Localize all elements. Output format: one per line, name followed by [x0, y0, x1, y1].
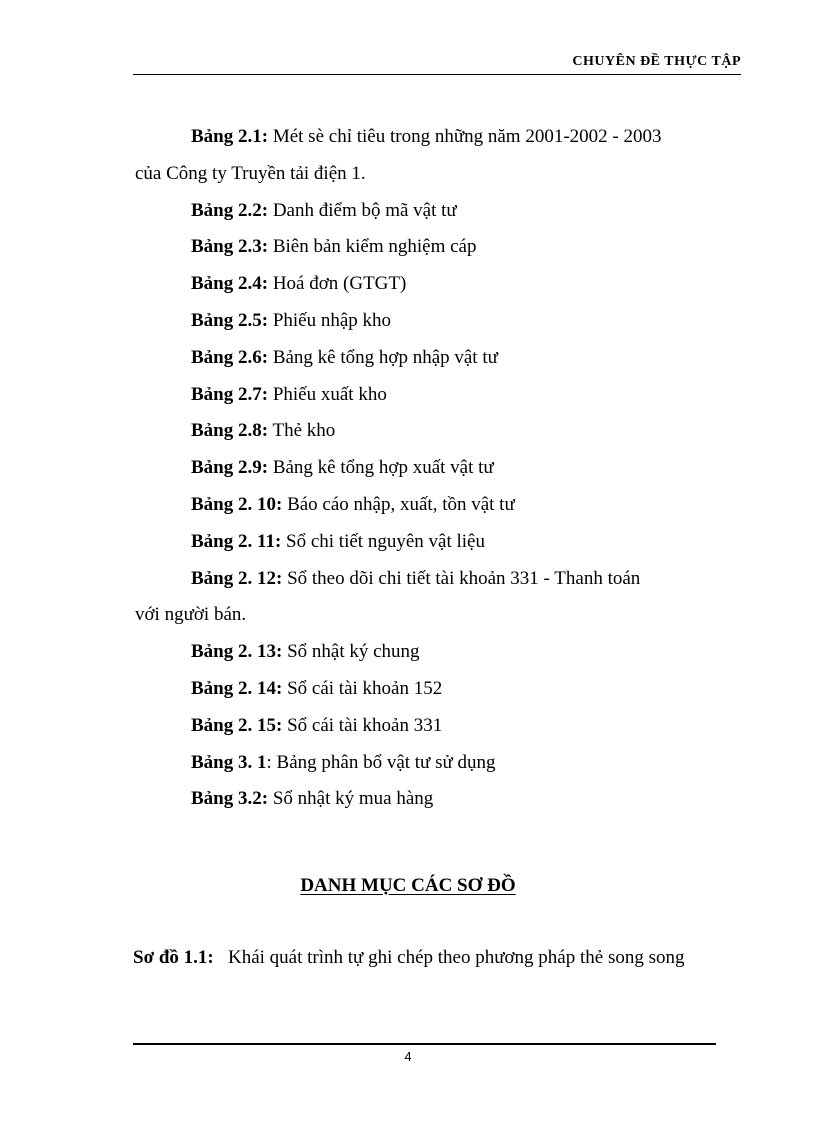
table-label: Bảng 2.5:: [191, 309, 269, 331]
table-label: Bảng 3. 1: [191, 751, 267, 773]
table-text: Sổ nhật ký mua hàng: [268, 788, 434, 810]
table-entry: [135, 229, 741, 266]
table-entry: [135, 708, 741, 745]
table-entry-continuation: với người bán.: [135, 604, 247, 626]
table-text: Biên bản kiểm nghiệm cáp: [268, 236, 477, 258]
table-entry: [135, 487, 741, 524]
table-entry: [135, 266, 741, 303]
table-entry: [135, 671, 741, 708]
table-entry: [135, 745, 741, 782]
table-entry: [135, 634, 741, 671]
table-label: Bảng 2. 13:: [191, 641, 283, 663]
table-entry: [135, 377, 741, 414]
table-label: Bảng 2. 11:: [191, 530, 282, 552]
section-title: DANH MỤC CÁC SƠ ĐỒ: [300, 875, 516, 896]
table-text: Danh điểm bộ mã vật tư: [268, 199, 457, 221]
diagram-text: Khái quát trình tự ghi chép theo phương pháp thẻ song song: [228, 947, 685, 968]
diagrams-section-heading: [0, 875, 816, 897]
table-text: Bảng kê tổng hợp xuất vật tư: [268, 457, 494, 479]
table-entry-continuation: của Công ty Truyền tải điện 1.: [135, 162, 366, 184]
table-entry: [135, 524, 741, 561]
table-text: Thẻ kho: [268, 420, 336, 442]
table-text: Bảng kê tổng hợp nhập vật tư: [268, 346, 498, 368]
table-label: Bảng 2. 14:: [191, 677, 283, 699]
table-label: Bảng 2.9:: [191, 457, 269, 479]
footer-rule: [133, 1043, 716, 1045]
table-label: Bảng 2.4:: [191, 273, 269, 295]
table-text: Sổ nhật ký chung: [282, 641, 420, 663]
table-label: Bảng 2. 12:: [191, 567, 283, 589]
table-label: Bảng 2. 15:: [191, 714, 283, 736]
table-text: Sổ cái tài khoản 152: [282, 677, 443, 699]
table-entry: [135, 340, 741, 377]
table-label: Bảng 2. 10:: [191, 493, 283, 515]
table-entry: [135, 413, 741, 450]
table-entry: [135, 303, 741, 340]
diagram-label: Sơ đồ 1.1:: [133, 947, 214, 968]
table-entry: [135, 193, 741, 230]
table-entry: [135, 781, 741, 818]
table-text: Mét sè chỉ tiêu trong những năm 2001-2002 - 2003: [268, 126, 662, 147]
table-text: Báo cáo nhập, xuất, tồn vật tư: [282, 493, 515, 515]
table-label: Bảng 2.1:: [191, 126, 269, 147]
table-text: Phiếu nhập kho: [268, 309, 392, 331]
table-text: Hoá đơn (GTGT): [268, 273, 407, 295]
table-text: : Bảng phân bổ vật tư sử dụng: [266, 751, 496, 773]
table-list: [135, 119, 741, 818]
table-text: Phiếu xuất kho: [268, 383, 387, 405]
table-text: Sổ chi tiết nguyên vật liệu: [281, 530, 485, 552]
header-title: CHUYÊN ĐỀ THỰC TẬP: [572, 54, 741, 69]
table-text: Sổ theo dõi chi tiết tài khoản 331 - Thanh toán: [282, 567, 641, 589]
table-label: Bảng 2.7:: [191, 383, 269, 405]
page-number: 4: [404, 1049, 412, 1064]
table-entry: [135, 119, 741, 156]
table-entry: [135, 450, 741, 487]
table-label: Bảng 3.2:: [191, 788, 269, 810]
table-entry: [135, 561, 741, 598]
table-label: Bảng 2.2:: [191, 199, 269, 221]
table-label: Bảng 2.3:: [191, 236, 269, 258]
table-label: Bảng 2.8:: [191, 420, 269, 442]
table-text: Sổ cái tài khoản 331: [282, 714, 443, 736]
table-label: Bảng 2.6:: [191, 346, 269, 368]
header-rule: [133, 74, 741, 75]
